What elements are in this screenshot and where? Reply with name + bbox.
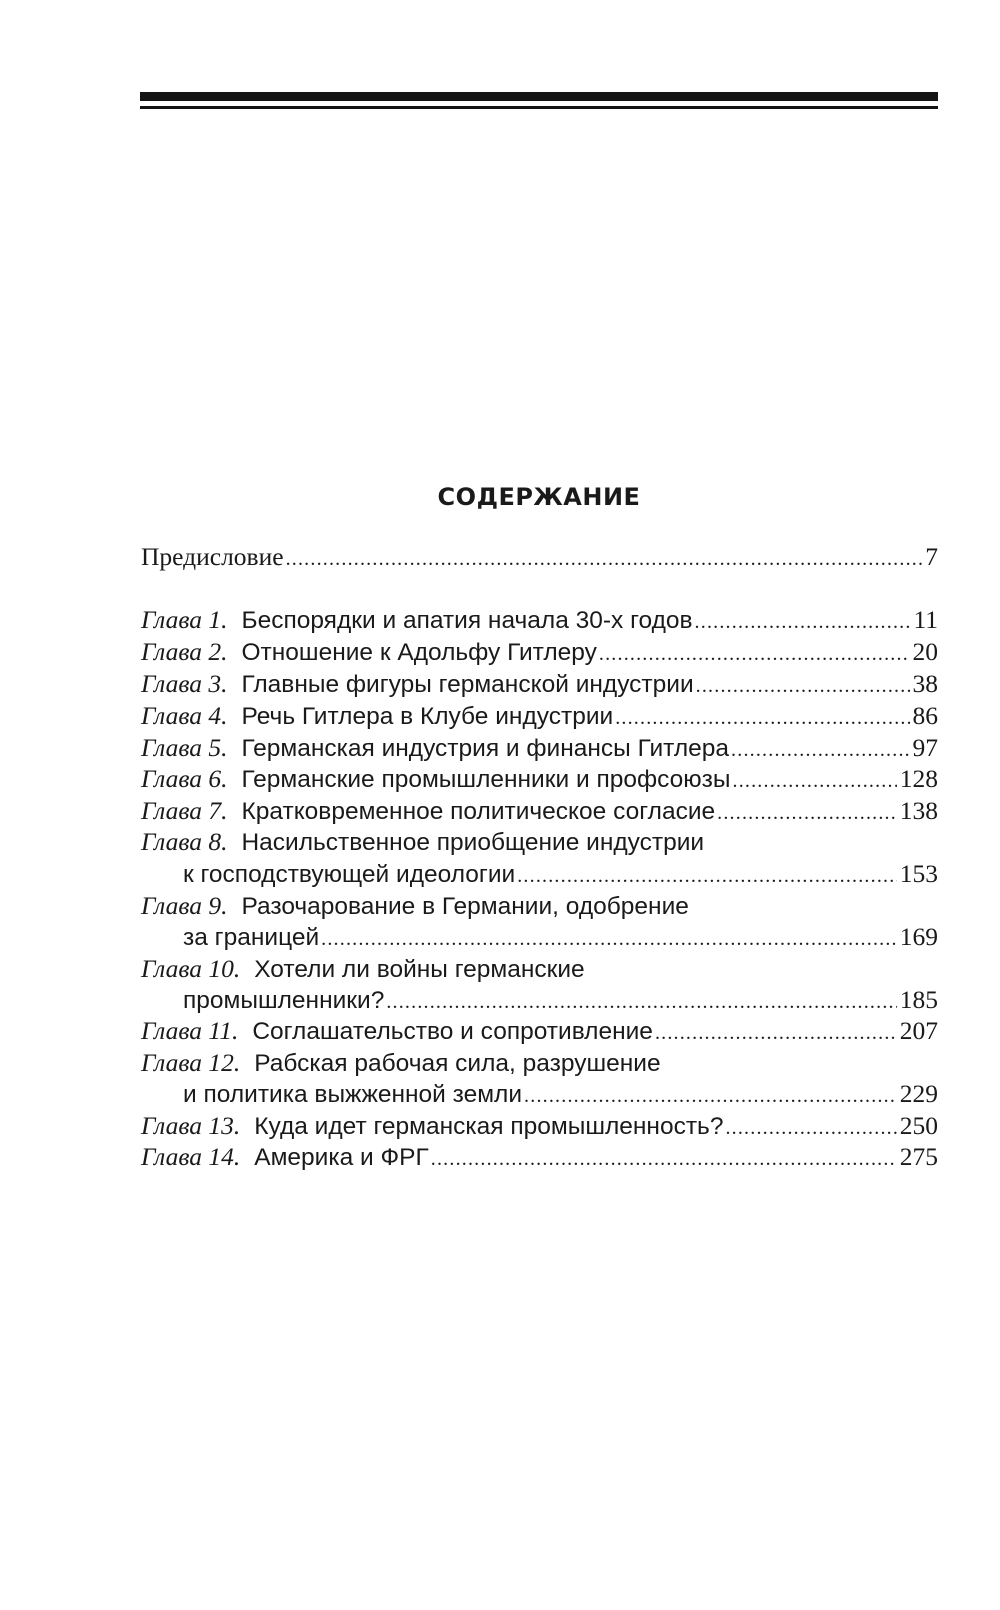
toc-page-number: 207 xyxy=(899,1016,938,1045)
toc-entry-title: Главные фигуры германской индустрии xyxy=(241,671,694,698)
toc-page-number: 7 xyxy=(925,542,938,571)
toc-entry-chapter-10-cont xyxy=(183,984,938,1016)
toc-entry-title: Америка и ФРГ xyxy=(254,1144,429,1171)
dot-leader xyxy=(695,606,911,638)
chapter-number: Глава 11. xyxy=(141,1016,239,1045)
dot-leader xyxy=(731,734,909,766)
dot-leader xyxy=(321,923,897,955)
dot-leader xyxy=(725,1112,896,1144)
toc-page-number: 169 xyxy=(899,922,938,951)
chapter-number: Глава 7. xyxy=(141,796,228,825)
chapter-number: Глава 3. xyxy=(141,669,228,698)
chapter-number: Глава 5. xyxy=(141,733,228,762)
dot-leader xyxy=(696,670,910,702)
toc-entry-title: Куда идет германская промышленность? xyxy=(254,1113,724,1140)
toc-entry-chapter-4 xyxy=(141,700,938,732)
toc-page-number: 86 xyxy=(912,701,938,730)
toc-page-number: 250 xyxy=(899,1111,938,1140)
toc-entry-chapter-14 xyxy=(141,1141,938,1173)
toc-page-number: 97 xyxy=(912,733,938,762)
toc-entry-chapter-7 xyxy=(141,795,938,827)
dot-leader xyxy=(599,638,910,670)
toc-entry-chapter-11 xyxy=(141,1015,938,1047)
toc-entry-chapter-10 xyxy=(141,953,938,985)
toc-entry-title: Германская индустрия и финансы Гитлера xyxy=(241,735,730,762)
toc-entry-chapter-3 xyxy=(141,668,938,700)
dot-leader xyxy=(615,702,909,734)
toc-page-number: 128 xyxy=(899,764,938,793)
toc-entry-title: Беспорядки и апатия начала 30-х годов xyxy=(241,607,693,634)
toc-entry-title: Хотели ли войны германские xyxy=(254,956,585,983)
toc-entry-chapter-6 xyxy=(141,763,938,795)
dot-leader xyxy=(431,1143,897,1175)
chapter-number: Глава 2. xyxy=(141,637,228,666)
toc-entry-chapter-12-cont xyxy=(183,1078,938,1110)
toc-entry-title: Соглашательство и сопротивление xyxy=(252,1018,653,1045)
chapter-number: Глава 14. xyxy=(141,1142,241,1171)
header-rules xyxy=(140,92,938,109)
toc-entry-chapter-8-cont xyxy=(183,858,938,890)
toc-page-number: 153 xyxy=(899,859,938,888)
toc-entry-title: Речь Гитлера в Клубе индустрии xyxy=(241,703,614,730)
toc-entry-chapter-1 xyxy=(141,604,938,636)
dot-leader xyxy=(517,860,897,892)
toc-entry-title: Кратковременное политическое согласие xyxy=(241,798,716,825)
dot-leader xyxy=(655,1017,897,1049)
toc-page-number: 185 xyxy=(899,985,938,1014)
toc-page-number: 229 xyxy=(899,1079,938,1108)
toc-entry-title: Предисловие xyxy=(141,542,284,571)
toc-entry-chapter-8 xyxy=(141,826,938,858)
page-title: СОДЕРЖАНИЕ xyxy=(437,483,641,511)
toc-entry-title: Разочарование в Германии, одобрение xyxy=(241,893,689,920)
chapter-number: Глава 4. xyxy=(141,701,228,730)
dot-leader xyxy=(733,765,897,797)
chapter-number: Глава 8. xyxy=(141,827,228,856)
chapter-number: Глава 9. xyxy=(141,891,228,920)
toc-entry-title-cont: за границей xyxy=(183,924,320,951)
toc-page-number: 20 xyxy=(912,637,938,666)
chapter-number: Глава 13. xyxy=(141,1111,241,1140)
toc-entry-title: Рабская рабочая сила, разрушение xyxy=(254,1050,661,1077)
chapter-number: Глава 12. xyxy=(141,1048,241,1077)
chapter-number: Глава 1. xyxy=(141,605,228,634)
dot-leader xyxy=(524,1080,897,1112)
toc-page-number: 11 xyxy=(913,605,938,634)
toc-entry-chapter-13 xyxy=(141,1110,938,1142)
dot-leader xyxy=(717,797,897,829)
toc-entry-chapter-5 xyxy=(141,732,938,764)
chapter-number: Глава 10. xyxy=(141,954,241,983)
toc-entry-title-cont: и политика выжженной земли xyxy=(183,1081,523,1108)
toc-entry-title-cont: промышленники? xyxy=(183,987,385,1014)
toc-entry-chapter-12 xyxy=(141,1047,938,1079)
chapter-number: Глава 6. xyxy=(141,764,228,793)
toc-entry-chapter-2 xyxy=(141,636,938,668)
dot-leader xyxy=(386,986,896,1018)
toc-entry-title: Насильственное приобщение индустрии xyxy=(241,829,705,856)
toc-page-number: 38 xyxy=(912,669,938,698)
toc-entry-title: Отношение к Адольфу Гитлеру xyxy=(241,639,597,666)
toc-entry-title: Германские промышленники и профсоюзы xyxy=(241,766,731,793)
header-rule-thin xyxy=(140,106,938,109)
toc-entry-title-cont: к господствующей идеологии xyxy=(183,861,516,888)
dot-leader xyxy=(286,543,923,575)
toc-page-number: 138 xyxy=(899,796,938,825)
header-rule-thick xyxy=(140,92,938,101)
toc-entry-chapter-9-cont xyxy=(183,921,938,953)
toc-entry-chapter-9 xyxy=(141,890,938,922)
toc-page-number: 275 xyxy=(899,1142,938,1171)
toc-entry-preface xyxy=(141,541,938,573)
